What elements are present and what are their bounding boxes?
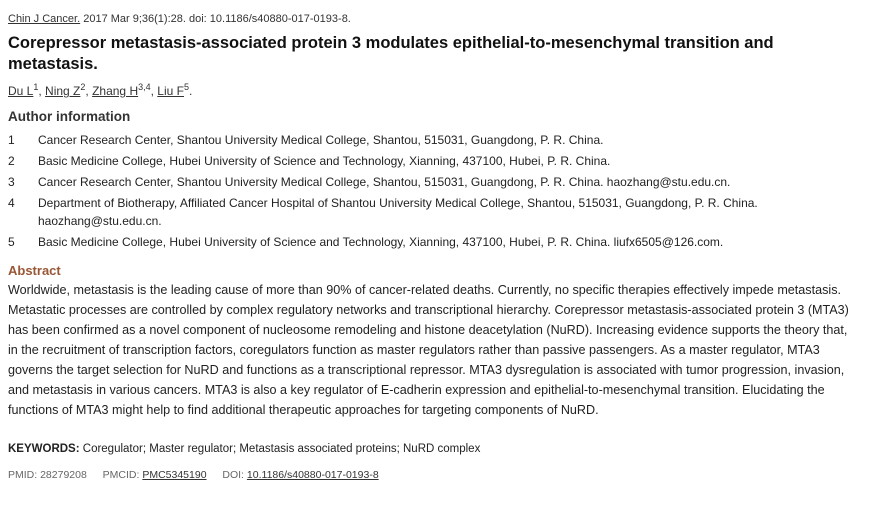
author-affil-zhang: 3,4 [138,82,151,92]
identifier-line [8,469,858,482]
keywords-label: KEYWORDS: [8,443,80,455]
affiliation-text: Cancer Research Center, Shantou University Medical College, Shantou, 515031, Guangdong, P. R. China. haozhang@stu.edu.cn. [38,175,731,189]
article-title: Corepressor metastasis-associated protein 3 modulates epithelial-to-mesenchymal transition and metastasis. [8,34,774,73]
pmcid-link[interactable]: PMC5345190 [142,469,207,481]
affiliation-list [8,131,858,251]
author-list: Du $L^1$, Ning $Z^2$, Zhang H$^{3,4}$, Liu $F^5$. [8,82,193,98]
keywords-text: Coregulator; Master regulator; Metastasis associated proteins; NuRD complex [79,443,481,455]
affiliation-item [8,131,858,149]
affiliation-item [8,173,858,191]
affiliation-number: 4 [8,196,15,210]
author-link-zhang[interactable]: Zhang H [92,84,139,98]
affiliation-number: 5 [8,235,15,249]
citation-details: 2017 Mar 9;36(1):28. doi: 10.1186/s40880-017-0193-8. [80,13,351,25]
affiliation-text: Basic Medicine College, Hubei University of Science and Technology, Xianning, 437100, Hubei, P. R. China. [38,154,611,168]
author-affil-ning: 2 [80,82,86,92]
pmid-value: 28279208 [40,469,87,481]
journal-link[interactable]: Chin J Cancer. [8,13,81,25]
author-link-du[interactable]: Du L [8,84,34,98]
author-link-ning[interactable]: Ning Z [45,84,81,98]
affiliation-number: 1 [8,133,15,147]
affiliation-text: Basic Medicine College, Hubei University of Science and Technology, Xianning, 437100, Hubei, P. R. China. liufx6505@126.com. [38,235,724,249]
author-affil-liu: 5 [183,82,189,92]
affiliation-number: 3 [8,175,15,189]
keywords-line [8,442,858,456]
citation-line [8,12,858,26]
affiliation-text: Department of Biotherapy, Affiliated Cancer Hospital of Shantou University Medical College, Shantou, 515031, Guangdong, P. R. China. haozhang@stu.edu.cn. [38,196,758,228]
pmcid-label: PMCID: [102,469,140,481]
abstract-heading: Abstract [8,263,61,278]
article-record [8,12,858,482]
doi-link[interactable]: 10.1186/s40880-017-0193-8 [246,469,379,481]
author-affil-du: 1 [33,82,39,92]
author-link-liu[interactable]: Liu F [157,84,184,98]
abstract-text: Worldwide, metastasis is the leading cause of more than 90% of cancer-related deaths. Currently, no specific therapies effectively impede metastasis. Metastatic processes are controlled by complex regulatory networks and transcriptional hierarchy. Corepressor metastasis-associated protein 3 (MTA3) has been confirmed as a novel component of nucleosome remodeling and histone deacetylation (NuRD). Increasing evidence supports the theory that, in the recruitment of transcription factors, coregulators function as master regulators rather than passive passengers. As a master regulator, MTA3 governs the target selection for NuRD and functions as a transcriptional repressor. MTA3 dysregulation is associated with tumor progression, invasion, and metastasis in various cancers. MTA3 is also a key regulator of E-cadherin expression and epithelial-to-mesenchymal transition. Elucidating the functions of MTA3 might help to find additional therapeutic approaches for targeting components of NuRD. [8,283,849,417]
affiliation-item [8,152,858,170]
affiliation-text: Cancer Research Center, Shantou University Medical College, Shantou, 515031, Guangdong, P. R. China. [38,133,604,147]
affiliation-item [8,194,858,230]
affiliation-item [8,233,858,251]
affiliation-number: 2 [8,154,15,168]
doi-label: DOI: [222,469,244,481]
pmid-label: PMID: [8,469,38,481]
author-info-toggle[interactable]: Author information [8,109,131,124]
